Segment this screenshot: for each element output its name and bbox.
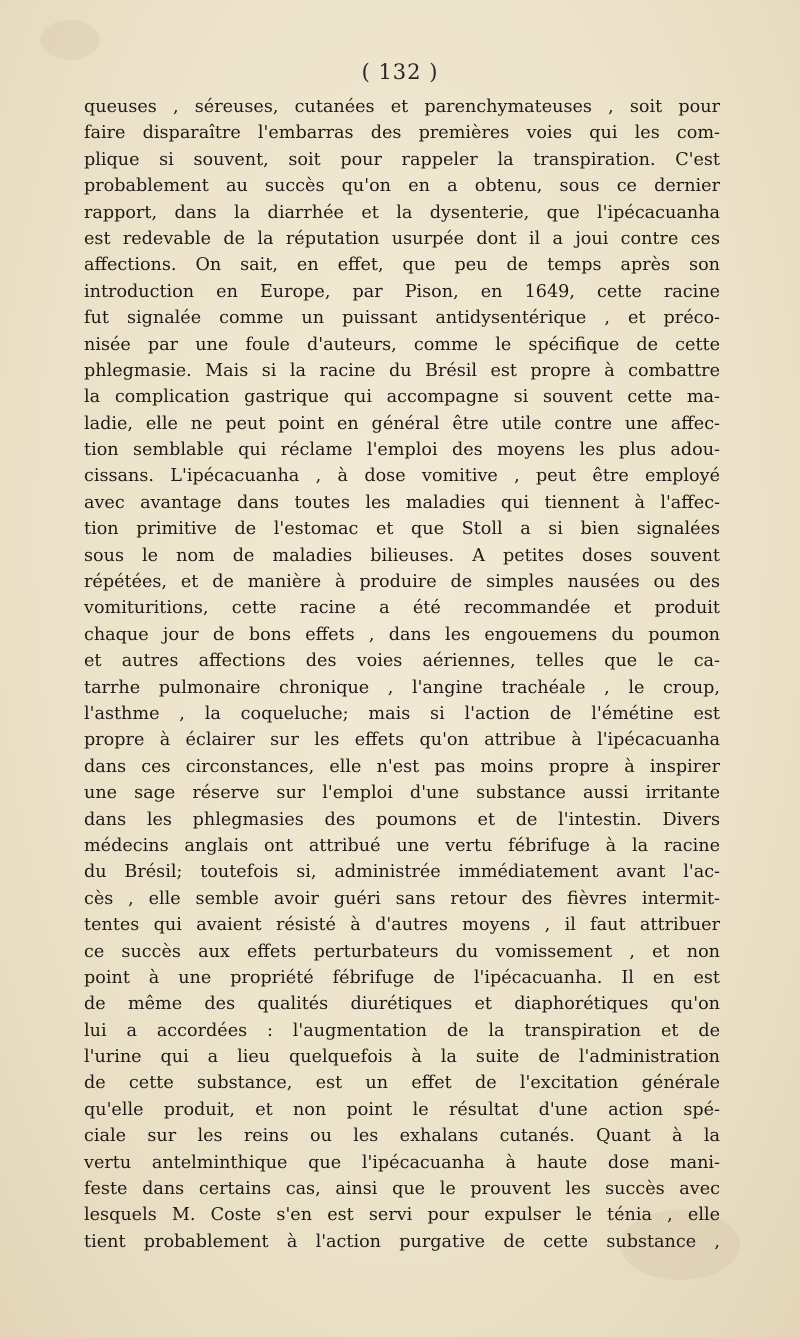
text-line: tient probablement à l'action purgative de cette substance ,	[84, 1231, 720, 1252]
text-line: répétées, et de manière à produire de simples nausées ou des	[84, 572, 720, 593]
text-line: vomituritions, cette racine a été recommandée et produit	[84, 598, 720, 619]
text-line: cissans. L'ipécacuanha , à dose vomitive , peut être employé	[84, 466, 720, 487]
text-line: point à une propriété fébrifuge de l'ipécacuanha. Il en est	[84, 967, 720, 988]
text-line: tion primitive de l'estomac et que Stoll a si bien signalées	[84, 519, 720, 540]
text-line: ladie, elle ne peut point en général être utile contre une affec-	[84, 413, 720, 434]
text-line: cès , elle semble avoir guéri sans retour des fièvres intermit-	[84, 888, 720, 909]
paper-stain	[40, 20, 100, 60]
text-line: affections. On sait, en effet, que peu de temps après son	[84, 255, 720, 276]
text-line: médecins anglais ont attribué une vertu fébrifuge à la racine	[84, 835, 720, 856]
text-line: queuses , séreuses, cutanées et parenchymateuses , soit pour	[84, 97, 720, 117]
page-number: ( 132 )	[361, 60, 439, 84]
text-line: de même des qualités diurétiques et diaphorétiques qu'on	[84, 994, 720, 1015]
text-line: avec avantage dans toutes les maladies qui tiennent à l'affec-	[84, 492, 720, 513]
text-line: qu'elle produit, et non point le résultat d'une action spé-	[84, 1099, 720, 1120]
text-line: plique si souvent, soit pour rappeler la transpiration. C'est	[84, 149, 720, 170]
text-line: l'asthme , la coqueluche; mais si l'action de l'émétine est	[84, 703, 720, 724]
text-line: dans les phlegmasies des poumons et de l'intestin. Divers	[84, 809, 720, 830]
text-line: tarrhe pulmonaire chronique , l'angine trachéale , le croup,	[84, 677, 720, 698]
text-line: ciale sur les reins ou les exhalans cutanés. Quant à la	[84, 1126, 720, 1147]
text-line: et autres affections des voies aériennes, telles que le ca-	[84, 651, 720, 672]
text-line: probablement au succès qu'on en a obtenu, sous ce dernier	[84, 176, 720, 197]
text-line: introduction en Europe, par Pison, en 1649, cette racine	[84, 281, 720, 302]
text-line: tion semblable qui réclame l'emploi des moyens les plus adou-	[84, 440, 720, 461]
text-line: vertu antelminthique que l'ipécacuanha à haute dose mani-	[84, 1152, 720, 1173]
text-line: phlegmasie. Mais si la racine du Brésil est propre à combattre	[84, 360, 720, 381]
text-line: ce succès aux effets perturbateurs du vomissement , et non	[84, 941, 720, 962]
text-line: chaque jour de bons effets , dans les engouemens du poumon	[84, 624, 720, 645]
text-line: fut signalée comme un puissant antidysentérique , et préco-	[84, 308, 720, 329]
text-line: dans ces circonstances, elle n'est pas moins propre à inspirer	[84, 756, 720, 777]
text-line: rapport, dans la diarrhée et la dysenterie, que l'ipécacuanha	[84, 202, 720, 223]
text-line: propre à éclairer sur les effets qu'on attribue à l'ipécacuanha	[84, 730, 720, 751]
text-line: la complication gastrique qui accompagne si souvent cette ma-	[84, 387, 720, 408]
text-line: est redevable de la réputation usurpée dont il a joui contre ces	[84, 228, 720, 249]
text-line: lesquels M. Coste s'en est servi pour expulser le ténia , elle	[84, 1205, 720, 1226]
text-line: lui a accordées : l'augmentation de la transpiration et de	[84, 1020, 720, 1041]
text-line: feste dans certains cas, ainsi que le prouvent les succès avec	[84, 1179, 720, 1200]
body-text	[84, 94, 720, 1255]
text-line: nisée par une foule d'auteurs, comme le spécifique de cette	[84, 334, 720, 355]
text-line: sous le nom de maladies bilieuses. A petites doses souvent	[84, 545, 720, 566]
text-line: tentes qui avaient résisté à d'autres moyens , il faut attribuer	[84, 915, 720, 936]
text-line: faire disparaître l'embarras des premières voies qui les com-	[84, 123, 720, 144]
text-line: l'urine qui a lieu quelquefois à la suite de l'administration	[84, 1047, 720, 1068]
text-line: de cette substance, est un effet de l'excitation générale	[84, 1073, 720, 1094]
text-line: du Brésil; toutefois si, administrée immédiatement avant l'ac-	[84, 862, 720, 883]
text-line: une sage réserve sur l'emploi d'une substance aussi irritante	[84, 783, 720, 804]
